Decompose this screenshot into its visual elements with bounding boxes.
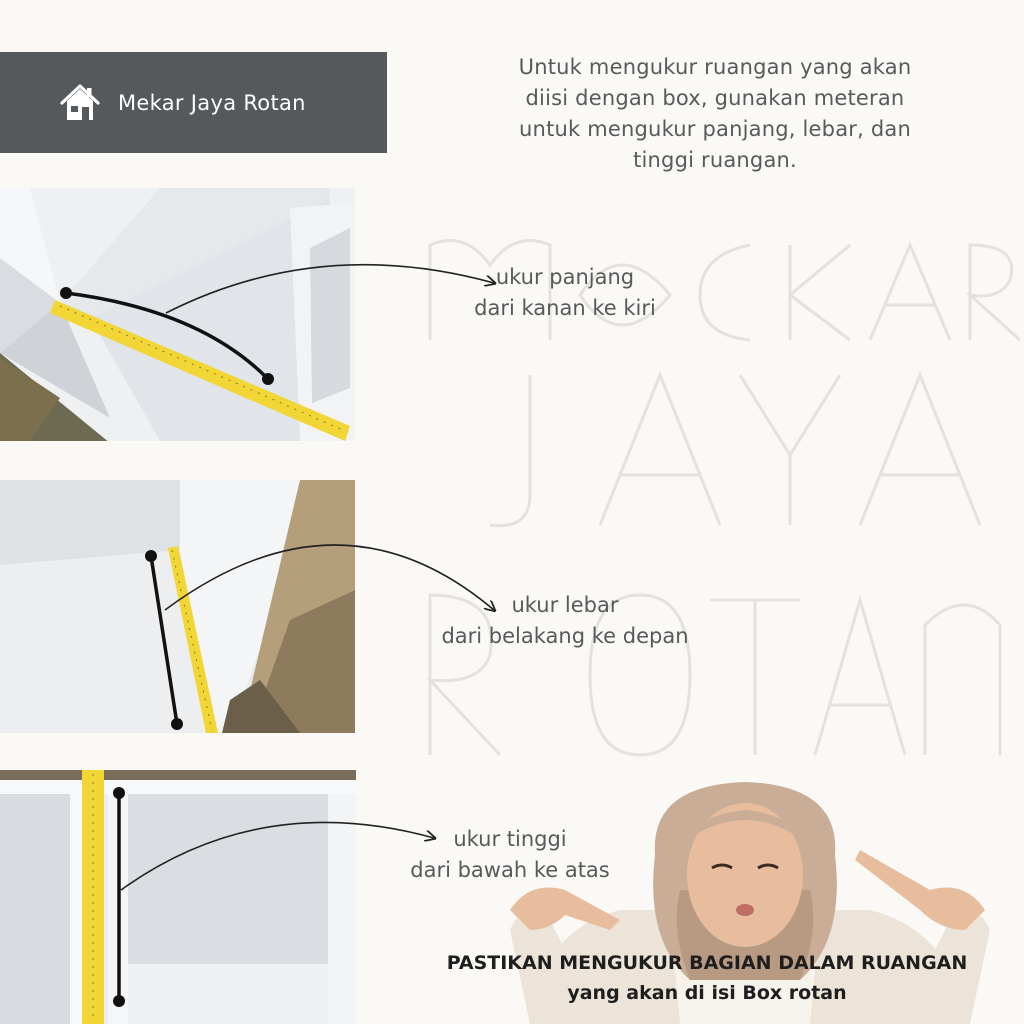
photo-measure-height [0, 770, 356, 1024]
step-title: ukur panjang [495, 265, 635, 289]
step-detail: dari bawah ke atas [410, 858, 610, 882]
note-line: PASTIKAN MENGUKUR BAGIAN DALAM RUANGAN [446, 952, 968, 974]
house-icon [58, 81, 102, 125]
intro-line: Untuk mengukur ruangan yang akan [518, 55, 912, 79]
brand-name: Mekar Jaya Rotan [118, 90, 306, 115]
intro-line: tinggi ruangan. [633, 148, 797, 172]
step-title: ukur tinggi [453, 827, 567, 851]
brand-bar [0, 52, 387, 153]
intro-text [480, 52, 950, 176]
photo-measure-width [0, 480, 355, 733]
intro-line: diisi dengan box, gunakan meteran [525, 86, 905, 110]
note-line: yang akan di isi Box rotan [567, 982, 847, 1004]
step-detail: dari belakang ke depan [441, 624, 689, 648]
step-detail: dari kanan ke kiri [474, 296, 656, 320]
important-note [400, 948, 1014, 1008]
step-label-width [400, 590, 730, 652]
step-label-length [430, 262, 700, 324]
step-title: ukur lebar [511, 593, 619, 617]
intro-line: untuk mengukur panjang, lebar, dan [519, 117, 911, 141]
photo-measure-length [0, 188, 355, 441]
